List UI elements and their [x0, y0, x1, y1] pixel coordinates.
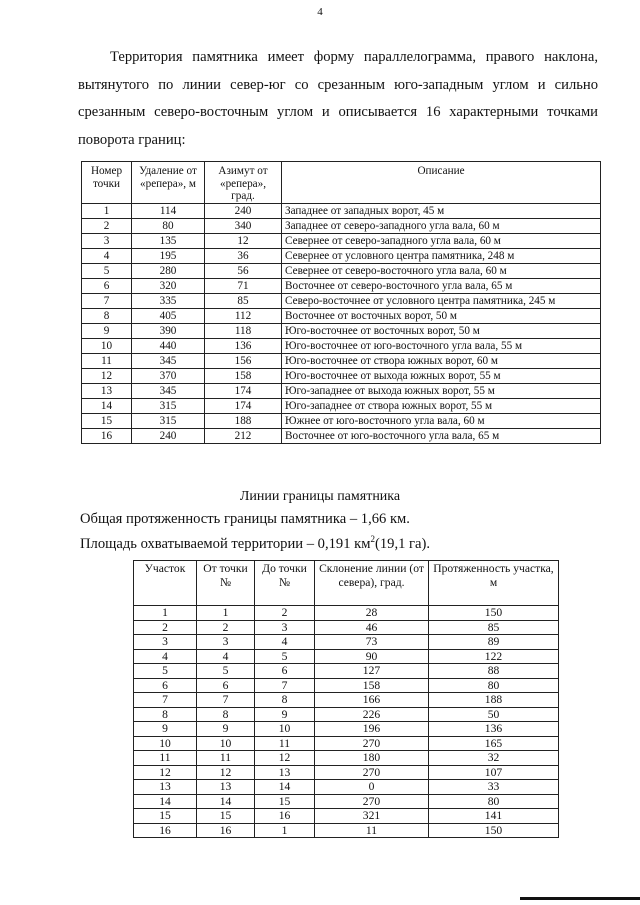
- segment-cell: 8: [134, 707, 197, 722]
- point-number-cell: 7: [82, 293, 132, 308]
- length-cell: 32: [429, 751, 559, 766]
- length-cell: 165: [429, 736, 559, 751]
- distance-cell: 280: [132, 263, 205, 278]
- table-row: [82, 368, 601, 383]
- to-point-cell: 8: [255, 693, 315, 708]
- azimuth-cell: 136: [205, 338, 282, 353]
- declination-cell: 166: [315, 693, 429, 708]
- point-number-cell: 1: [82, 203, 132, 218]
- to-point-cell: 2: [255, 606, 315, 621]
- page-number: 4: [317, 6, 323, 18]
- declination-cell: 46: [315, 620, 429, 635]
- intro-paragraph: Территория памятника имеет форму параллелограмма, правого наклона, вытянутого по линии север-юг со срезанным юго-западным углом и сильно срезанным северо-восточным углом и описывается 16 характерными точками поворота границ:: [78, 49, 598, 148]
- point-number-cell: 3: [82, 233, 132, 248]
- declination-cell: 270: [315, 765, 429, 780]
- header-description: Описание: [282, 162, 601, 204]
- from-point-cell: 11: [197, 751, 255, 766]
- length-cell: 89: [429, 635, 559, 650]
- table-row: [134, 635, 559, 650]
- to-point-cell: 11: [255, 736, 315, 751]
- table-row: [134, 736, 559, 751]
- from-point-cell: 5: [197, 664, 255, 679]
- azimuth-cell: 118: [205, 323, 282, 338]
- declination-cell: 73: [315, 635, 429, 650]
- segment-cell: 16: [134, 823, 197, 838]
- azimuth-cell: 174: [205, 398, 282, 413]
- table-row: [134, 678, 559, 693]
- to-point-cell: 14: [255, 780, 315, 795]
- to-point-cell: 10: [255, 722, 315, 737]
- header-point-number: Номер точки: [82, 162, 132, 204]
- distance-cell: 345: [132, 353, 205, 368]
- header-to-point: До точки №: [255, 561, 315, 606]
- point-number-cell: 15: [82, 413, 132, 428]
- to-point-cell: 7: [255, 678, 315, 693]
- segments-table-header: [134, 561, 559, 606]
- distance-cell: 114: [132, 203, 205, 218]
- declination-cell: 90: [315, 649, 429, 664]
- declination-cell: 127: [315, 664, 429, 679]
- description-cell: Восточнее от восточных ворот, 50 м: [282, 308, 601, 323]
- from-point-cell: 1: [197, 606, 255, 621]
- from-point-cell: 10: [197, 736, 255, 751]
- length-cell: 188: [429, 693, 559, 708]
- table-row: [134, 823, 559, 838]
- description-cell: Юго-восточнее от восточных ворот, 50 м: [282, 323, 601, 338]
- length-cell: 107: [429, 765, 559, 780]
- bottom-rule: [520, 897, 640, 900]
- segment-cell: 9: [134, 722, 197, 737]
- point-number-cell: 6: [82, 278, 132, 293]
- azimuth-cell: 212: [205, 428, 282, 443]
- point-number-cell: 5: [82, 263, 132, 278]
- segment-cell: 12: [134, 765, 197, 780]
- to-point-cell: 6: [255, 664, 315, 679]
- header-from-point: От точки №: [197, 561, 255, 606]
- from-point-cell: 14: [197, 794, 255, 809]
- azimuth-cell: 71: [205, 278, 282, 293]
- table-row: [82, 338, 601, 353]
- distance-cell: 135: [132, 233, 205, 248]
- table-row: [134, 620, 559, 635]
- point-number-cell: 13: [82, 383, 132, 398]
- azimuth-cell: 85: [205, 293, 282, 308]
- azimuth-cell: 156: [205, 353, 282, 368]
- to-point-cell: 13: [255, 765, 315, 780]
- description-cell: Восточнее от юго-восточного угла вала, 65 м: [282, 428, 601, 443]
- table-row: [134, 794, 559, 809]
- table-row: [134, 693, 559, 708]
- to-point-cell: 1: [255, 823, 315, 838]
- table-row: [134, 765, 559, 780]
- boundary-length-text: Общая протяженность границы памятника – 1,66 км.: [80, 511, 410, 527]
- segment-cell: 3: [134, 635, 197, 650]
- distance-cell: 320: [132, 278, 205, 293]
- description-cell: Восточнее от северо-восточного угла вала, 65 м: [282, 278, 601, 293]
- point-number-cell: 4: [82, 248, 132, 263]
- table-row: [134, 809, 559, 824]
- azimuth-cell: 158: [205, 368, 282, 383]
- table-row: [82, 293, 601, 308]
- description-cell: Юго-восточнее от выхода южных ворот, 55 м: [282, 368, 601, 383]
- segment-cell: 11: [134, 751, 197, 766]
- declination-cell: 270: [315, 736, 429, 751]
- to-point-cell: 3: [255, 620, 315, 635]
- segment-cell: 13: [134, 780, 197, 795]
- from-point-cell: 8: [197, 707, 255, 722]
- section-title: Линии границы памятника: [239, 489, 401, 504]
- table-row: [82, 233, 601, 248]
- to-point-cell: 16: [255, 809, 315, 824]
- points-table-header: [82, 162, 601, 204]
- length-cell: 80: [429, 678, 559, 693]
- distance-cell: 195: [132, 248, 205, 263]
- boundary-points-table: [81, 161, 601, 444]
- declination-cell: 270: [315, 794, 429, 809]
- header-declination: Склонение линии (от севера), град.: [315, 561, 429, 606]
- from-point-cell: 12: [197, 765, 255, 780]
- table-row: [82, 398, 601, 413]
- from-point-cell: 15: [197, 809, 255, 824]
- table-row: [134, 664, 559, 679]
- description-cell: Юго-восточнее от юго-восточного угла вала, 55 м: [282, 338, 601, 353]
- segment-cell: 2: [134, 620, 197, 635]
- length-cell: 150: [429, 823, 559, 838]
- table-row: [82, 323, 601, 338]
- declination-cell: 321: [315, 809, 429, 824]
- distance-cell: 80: [132, 218, 205, 233]
- point-number-cell: 11: [82, 353, 132, 368]
- distance-cell: 315: [132, 398, 205, 413]
- azimuth-cell: 112: [205, 308, 282, 323]
- table-row: [134, 707, 559, 722]
- declination-cell: 28: [315, 606, 429, 621]
- from-point-cell: 6: [197, 678, 255, 693]
- azimuth-cell: 56: [205, 263, 282, 278]
- segment-cell: 7: [134, 693, 197, 708]
- table-row: [82, 218, 601, 233]
- from-point-cell: 3: [197, 635, 255, 650]
- length-cell: 150: [429, 606, 559, 621]
- description-cell: Юго-западнее от выхода южных ворот, 55 м: [282, 383, 601, 398]
- declination-cell: 0: [315, 780, 429, 795]
- segment-cell: 15: [134, 809, 197, 824]
- header-distance: Удаление от «репера», м: [132, 162, 205, 204]
- table-row: [82, 428, 601, 443]
- table-row: [82, 413, 601, 428]
- azimuth-cell: 340: [205, 218, 282, 233]
- table-row: [82, 308, 601, 323]
- point-number-cell: 16: [82, 428, 132, 443]
- length-cell: 136: [429, 722, 559, 737]
- table-row: [134, 649, 559, 664]
- header-segment: Участок: [134, 561, 197, 606]
- area-superscript: 2: [370, 534, 375, 544]
- description-cell: Юго-восточнее от створа южных ворот, 60 м: [282, 353, 601, 368]
- length-cell: 85: [429, 620, 559, 635]
- distance-cell: 390: [132, 323, 205, 338]
- to-point-cell: 12: [255, 751, 315, 766]
- point-number-cell: 2: [82, 218, 132, 233]
- point-number-cell: 9: [82, 323, 132, 338]
- area-text: [80, 536, 430, 552]
- segment-cell: 5: [134, 664, 197, 679]
- distance-cell: 370: [132, 368, 205, 383]
- azimuth-cell: 188: [205, 413, 282, 428]
- table-row: [134, 751, 559, 766]
- azimuth-cell: 12: [205, 233, 282, 248]
- point-number-cell: 14: [82, 398, 132, 413]
- length-cell: 33: [429, 780, 559, 795]
- length-cell: 141: [429, 809, 559, 824]
- length-cell: 88: [429, 664, 559, 679]
- description-cell: Севернее от северо-восточного угла вала, 60 м: [282, 263, 601, 278]
- area-suffix: (19,1 га).: [374, 535, 431, 552]
- table-row: [134, 780, 559, 795]
- table-row: [82, 203, 601, 218]
- table-row: [82, 278, 601, 293]
- description-cell: Западнее от северо-западного угла вала, 60 м: [282, 218, 601, 233]
- distance-cell: 440: [132, 338, 205, 353]
- distance-cell: 240: [132, 428, 205, 443]
- to-point-cell: 5: [255, 649, 315, 664]
- table-row: [82, 248, 601, 263]
- table-row: [82, 383, 601, 398]
- area-prefix: Площадь охватываемой территории – 0,191 км: [80, 535, 371, 552]
- segment-cell: 4: [134, 649, 197, 664]
- from-point-cell: 13: [197, 780, 255, 795]
- length-cell: 122: [429, 649, 559, 664]
- description-cell: Южнее от юго-восточного угла вала, 60 м: [282, 413, 601, 428]
- description-cell: Северо-восточнее от условного центра памятника, 245 м: [282, 293, 601, 308]
- table-row: [134, 722, 559, 737]
- azimuth-cell: 36: [205, 248, 282, 263]
- from-point-cell: 7: [197, 693, 255, 708]
- from-point-cell: 16: [197, 823, 255, 838]
- declination-cell: 158: [315, 678, 429, 693]
- distance-cell: 405: [132, 308, 205, 323]
- to-point-cell: 9: [255, 707, 315, 722]
- header-segment-length: Протяженность участка, м: [429, 561, 559, 606]
- point-number-cell: 12: [82, 368, 132, 383]
- table-row: [82, 263, 601, 278]
- description-cell: Севернее от условного центра памятника, 248 м: [282, 248, 601, 263]
- description-cell: Юго-западнее от створа южных ворот, 55 м: [282, 398, 601, 413]
- distance-cell: 315: [132, 413, 205, 428]
- segment-cell: 1: [134, 606, 197, 621]
- summary: [80, 509, 430, 554]
- length-cell: 80: [429, 794, 559, 809]
- from-point-cell: 4: [197, 649, 255, 664]
- description-cell: Севернее от северо-западного угла вала, 60 м: [282, 233, 601, 248]
- boundary-segments-table: [133, 560, 559, 838]
- point-number-cell: 8: [82, 308, 132, 323]
- distance-cell: 335: [132, 293, 205, 308]
- distance-cell: 345: [132, 383, 205, 398]
- declination-cell: 180: [315, 751, 429, 766]
- declination-cell: 226: [315, 707, 429, 722]
- to-point-cell: 15: [255, 794, 315, 809]
- declination-cell: 11: [315, 823, 429, 838]
- table-row: [134, 606, 559, 621]
- segment-cell: 14: [134, 794, 197, 809]
- length-cell: 50: [429, 707, 559, 722]
- azimuth-cell: 240: [205, 203, 282, 218]
- segment-cell: 6: [134, 678, 197, 693]
- segment-cell: 10: [134, 736, 197, 751]
- description-cell: Западнее от западных ворот, 45 м: [282, 203, 601, 218]
- table-row: [82, 353, 601, 368]
- azimuth-cell: 174: [205, 383, 282, 398]
- from-point-cell: 9: [197, 722, 255, 737]
- from-point-cell: 2: [197, 620, 255, 635]
- point-number-cell: 10: [82, 338, 132, 353]
- to-point-cell: 4: [255, 635, 315, 650]
- header-azimuth: Азимут от «репера», град.: [205, 162, 282, 204]
- declination-cell: 196: [315, 722, 429, 737]
